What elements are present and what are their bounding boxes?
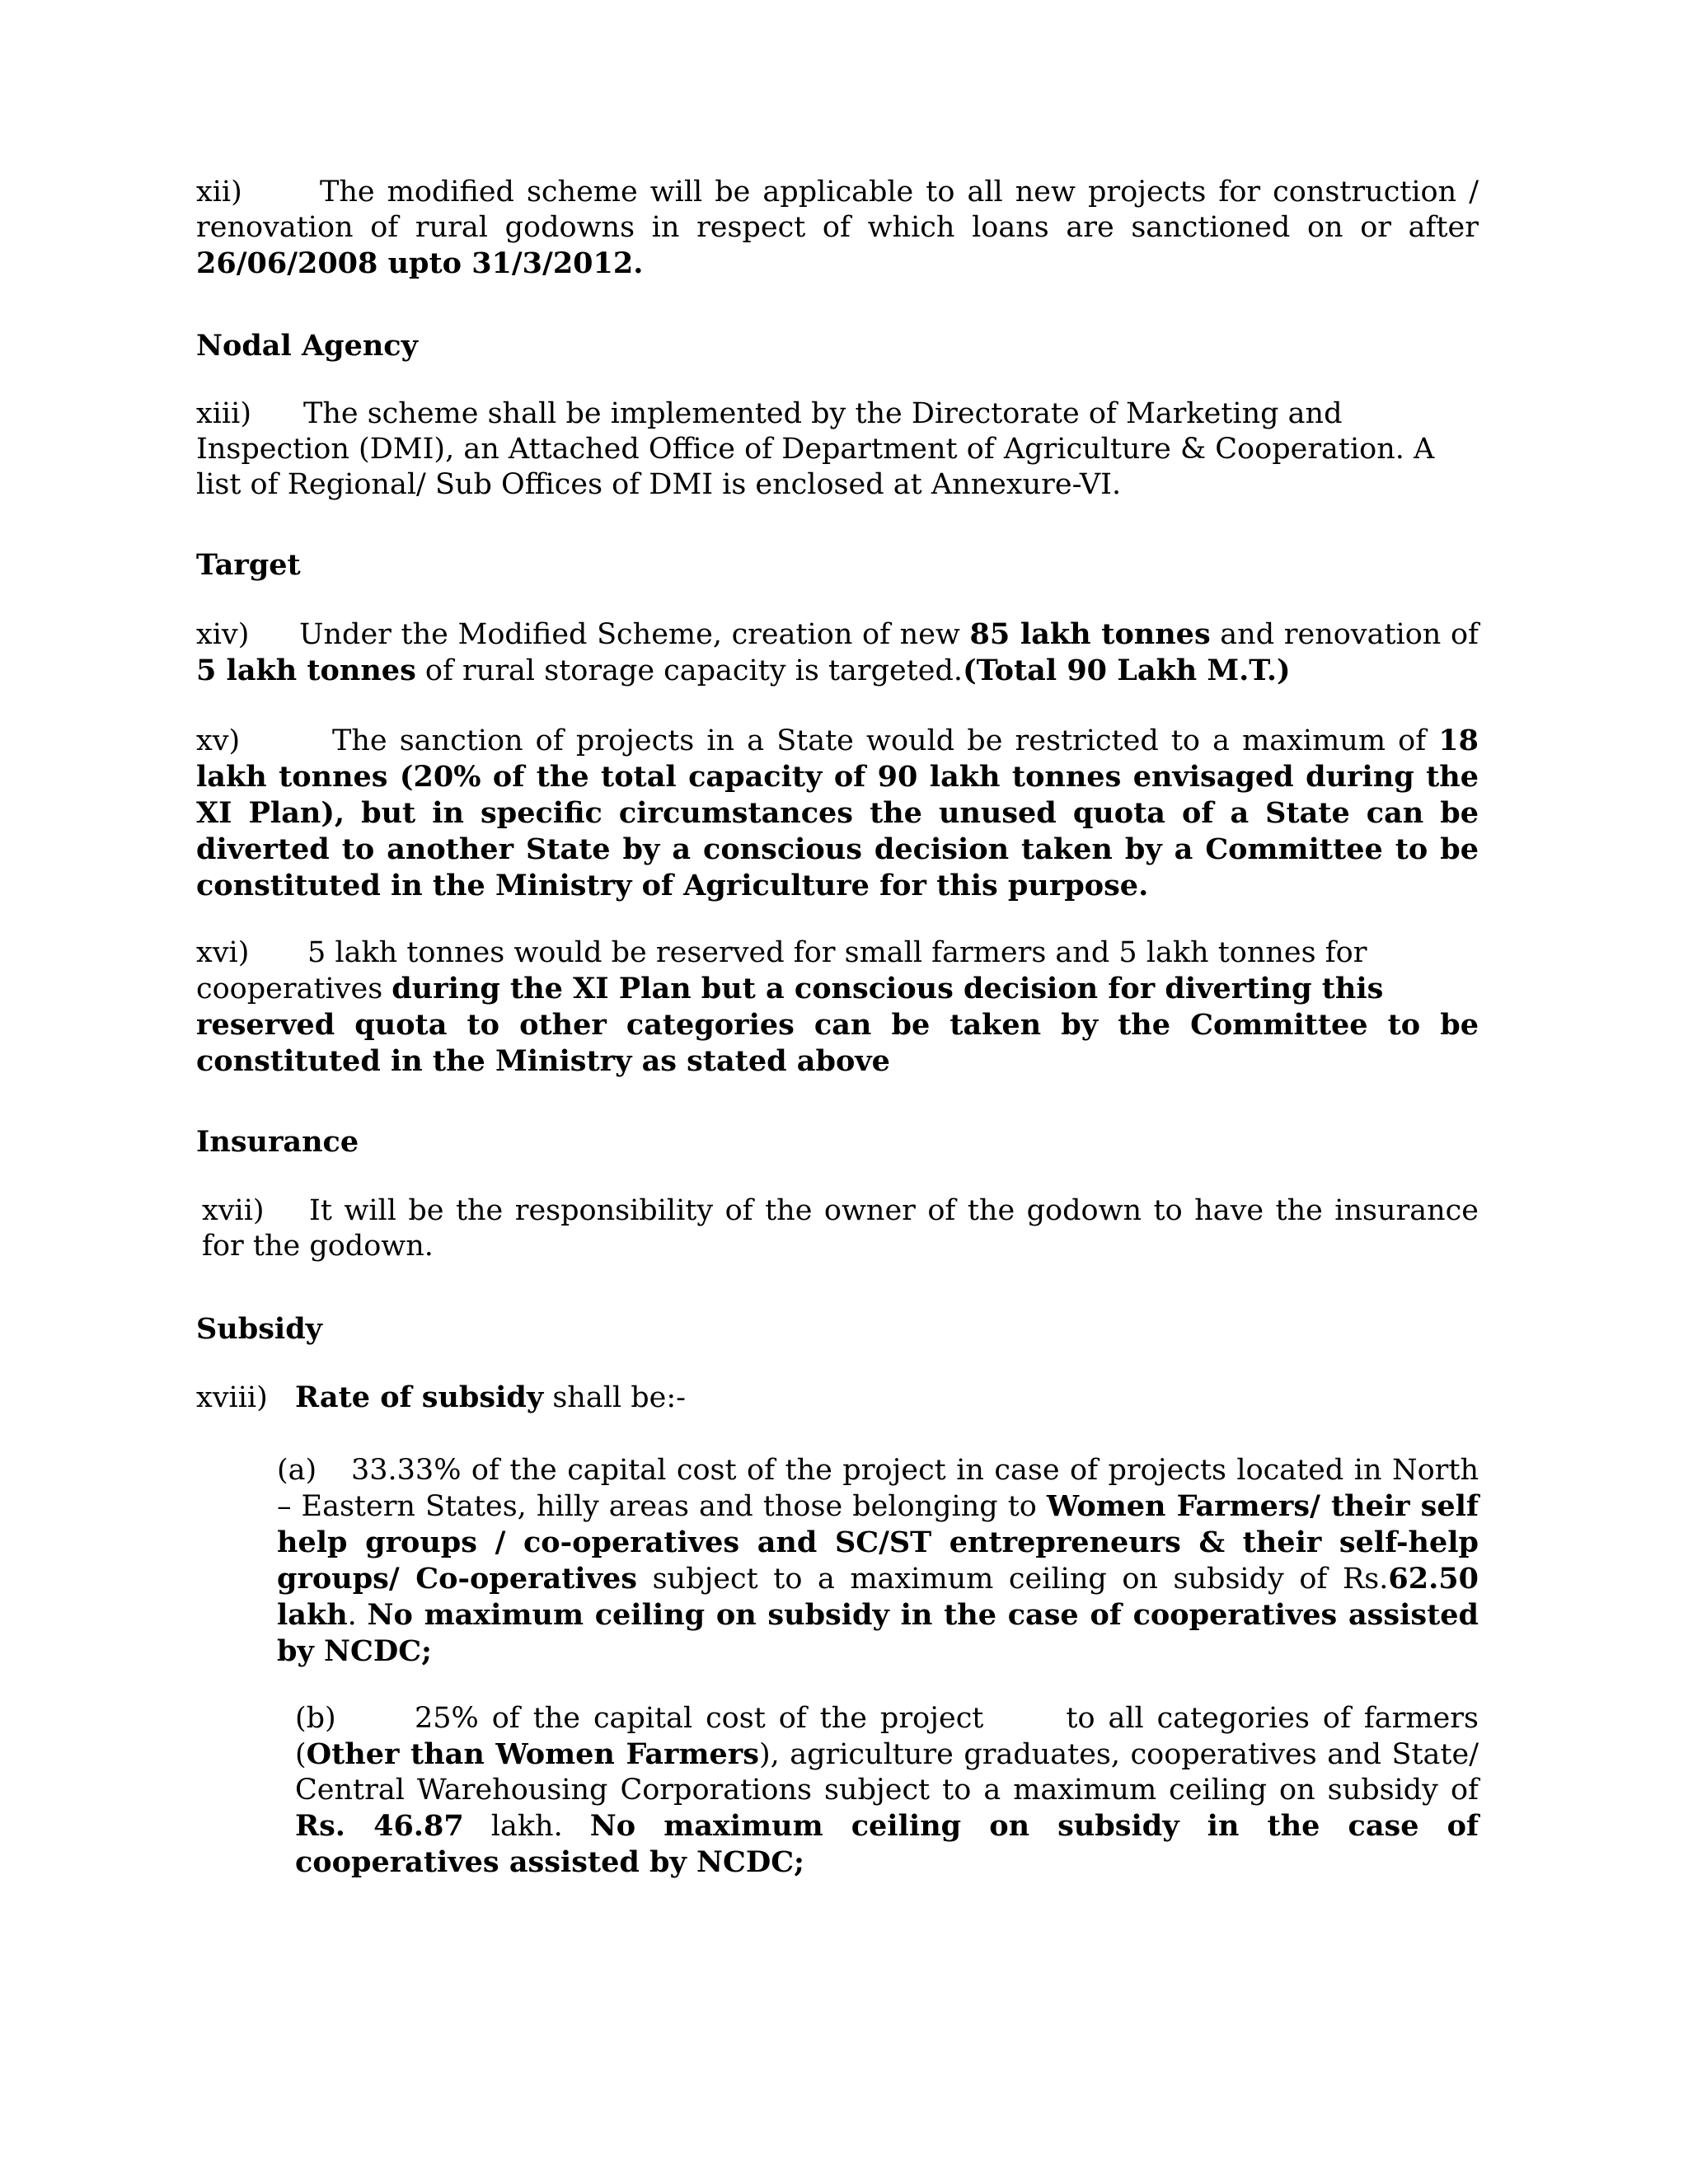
paragraph-text: 33.33% of the capital cost of the project in case of projects located in North – Eastern States, hilly areas and those belonging to	[277, 1454, 1479, 1523]
paragraph-bold-text: No maximum ceiling on subsidy in the case of cooperatives assisted by NCDC;	[295, 1809, 1479, 1879]
section-heading-nodal-agency: Nodal Agency	[196, 329, 418, 363]
paragraph-line: list of Regional/ Sub Offices of DMI is enclosed at Annexure-VI.	[196, 468, 1122, 501]
item-number: xiv)	[196, 618, 250, 651]
paragraph-text: cooperatives	[196, 972, 392, 1005]
paragraph-text: of rural storage capacity is targeted.	[415, 654, 964, 687]
new-capacity: 85 lakh tonnes	[969, 617, 1211, 651]
paragraph-bold-text: No maximum ceiling on subsidy in the case of cooperatives assisted by NCDC;	[277, 1598, 1479, 1668]
paragraph-text: lakh.	[463, 1810, 590, 1843]
paragraph-text: and renovation of	[1210, 618, 1479, 651]
paragraph-text: to all categories of farmers (	[295, 1702, 1479, 1771]
subsidy-item-b	[295, 1701, 1479, 1881]
date-range: 26/06/2008 upto 31/3/2012.	[196, 246, 644, 280]
paragraph-xviii	[196, 1380, 1479, 1416]
paragraph-text: 5 lakh tonnes would be reserved for small farmers and 5 lakh tonnes for	[307, 936, 1367, 969]
paragraph-xv	[196, 723, 1479, 904]
item-number: (b)	[295, 1702, 336, 1735]
paragraph-bold-text: 18 lakh tonnes (20% of the total capacity of 90 lakh tonnes envisaged during the XI Plan), but in specific circumstances the unused quota of a State can be diverted to another State by a conscious decision taken by a Committee to be constituted in the Ministry of Agriculture for this purpose.	[196, 724, 1479, 902]
paragraph-bold-text: during the XI Plan but a conscious decision for diverting this	[392, 972, 1384, 1005]
paragraph-text: subject to a maximum ceiling on subsidy of Rs.	[637, 1563, 1389, 1596]
paragraph-text: .	[347, 1599, 368, 1632]
subsidy-ceiling-amount: Rs. 46.87	[295, 1809, 464, 1843]
item-number: xv)	[196, 724, 241, 757]
paragraph-text: The modified scheme will be applicable to all new projects for construction / renovation of rural godowns in respect of which loans are sanctioned on or after	[196, 176, 1479, 244]
total-capacity: (Total 90 Lakh M.T.)	[963, 654, 1291, 687]
item-number: (a)	[277, 1454, 317, 1487]
section-heading-insurance: Insurance	[196, 1125, 359, 1159]
paragraph-text: 25% of the capital cost of the project	[415, 1702, 984, 1735]
item-number: xii)	[196, 176, 242, 209]
item-number: xvii)	[202, 1194, 265, 1227]
paragraph-xvii	[202, 1193, 1479, 1264]
paragraph-bold-text: Women Farmers/ their self help groups / co-operatives and SC/ST entrepreneurs & their self-help groups/ Co-operatives	[277, 1489, 1479, 1596]
renovation-capacity: 5 lakh tonnes	[196, 654, 416, 687]
section-heading-target: Target	[196, 548, 301, 582]
paragraph-xiii	[196, 396, 1479, 503]
rate-of-subsidy-label: Rate of subsidy	[295, 1380, 544, 1414]
section-heading-subsidy: Subsidy	[196, 1312, 323, 1346]
paragraph-text: ), agriculture graduates, cooperatives and State/ Central Warehousing Corporations subject to a maximum ceiling on subsidy of	[295, 1738, 1479, 1807]
paragraph-bold-text: Other than Women Farmers	[306, 1737, 759, 1771]
paragraph-bold-text: reserved quota to other categories can be taken by the Committee to be constituted in the Ministry as stated above	[196, 1008, 1479, 1078]
paragraph-line: Inspection (DMI), an Attached Office of Department of Agriculture & Cooperation. A	[196, 433, 1435, 466]
paragraph-xvi	[196, 935, 1479, 1080]
paragraph-line: The scheme shall be implemented by the Directorate of Marketing and	[303, 397, 1343, 430]
paragraph-text: shall be:-	[543, 1381, 686, 1414]
item-number: xviii)	[196, 1381, 268, 1414]
paragraph-xii	[196, 175, 1479, 282]
paragraph-text: Under the Modified Scheme, creation of new	[299, 618, 970, 651]
paragraph-text: The sanction of projects in a State would be restricted to a maximum of	[332, 724, 1439, 757]
subsidy-ceiling-amount: 62.50 lakh	[277, 1562, 1479, 1632]
paragraph-text: It will be the responsibility of the owner of the godown to have the insurance for the godown.	[202, 1194, 1479, 1263]
subsidy-item-a	[277, 1453, 1479, 1670]
item-number: xvi)	[196, 936, 250, 969]
item-number: xiii)	[196, 397, 251, 430]
paragraph-xiv	[196, 616, 1479, 689]
